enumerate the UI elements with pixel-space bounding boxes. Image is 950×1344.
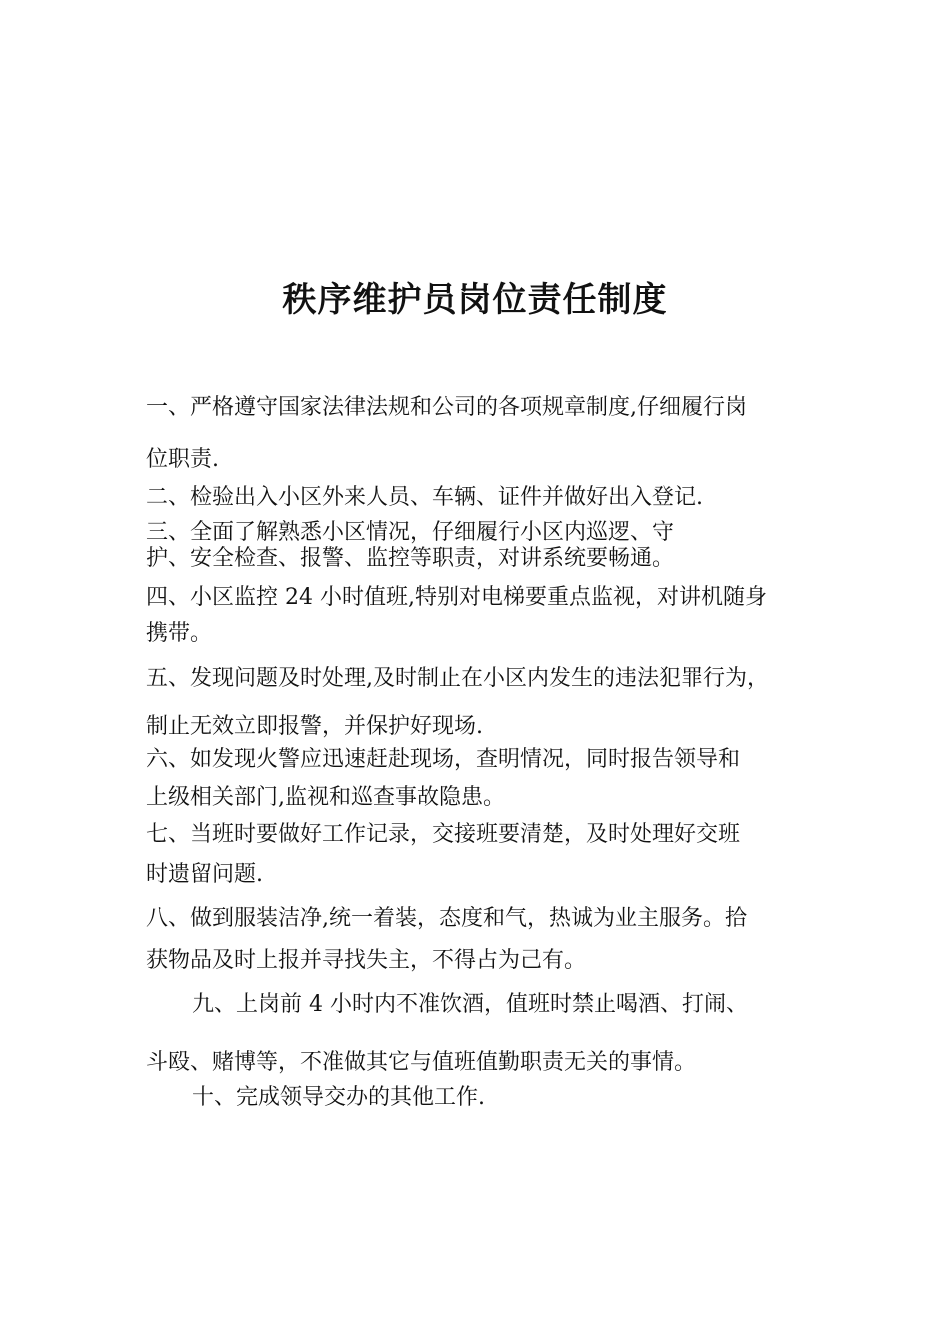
clause-2-line-1: 二、检验出入小区外来人员、车辆、证件并做好出入登记. <box>146 485 703 510</box>
clause-2 <box>146 480 826 516</box>
clause-9 <box>146 976 826 1092</box>
clause-3 <box>146 520 826 572</box>
clause-7 <box>146 815 826 895</box>
clause-5-line-1: 五、发现问题及时处理,及时制止在小区内发生的违法犯罪行为， <box>146 666 769 691</box>
clause-6-line-1: 六、如发现火警应迅速赶赴现场，查明情况，同时报告领导和 <box>146 747 741 772</box>
clause-7-line-2: 时遗留问题. <box>146 862 263 887</box>
clause-8-line-2: 获物品及时上报并寻找失主，不得占为己有。 <box>146 948 587 973</box>
clause-10 <box>146 1080 826 1116</box>
clause-1 <box>146 382 826 486</box>
clause-1-line-2: 位职责. <box>146 447 219 472</box>
clause-5 <box>146 655 826 751</box>
clause-9-line-2: 斗殴、赌博等，不准做其它与值班值勤职责无关的事情。 <box>146 1050 697 1075</box>
clause-5-line-2: 制止无效立即报警，并保护好现场. <box>146 714 483 739</box>
clause-8-line-1: 八、做到服装洁净,统一着装，态度和气，热诚为业主服务。拾 <box>146 906 747 931</box>
clause-4-line-1: 四、小区监控 24 小时值班,特别对电梯要重点监视，对讲机随身 <box>146 585 767 610</box>
clause-9-line-1: 九、上岗前 4 小时内不准饮酒，值班时禁止喝酒、打闹、 <box>192 992 748 1017</box>
clause-4 <box>146 580 826 652</box>
clause-7-line-1: 七、当班时要做好工作记录，交接班要清楚，及时处理好交班 <box>146 822 741 847</box>
clause-3-line-2: 护、安全检查、报警、监控等职责，对讲系统要畅通。 <box>146 546 675 571</box>
clause-4-line-2: 携带。 <box>146 621 213 646</box>
clause-8 <box>146 898 826 982</box>
document-title: 秩序维护员岗位责任制度 <box>282 280 668 320</box>
clause-3-line-1: 三、全面了解熟悉小区情况，仔细履行小区内巡逻、守 <box>146 520 675 545</box>
clause-10-line-1: 十、完成领导交办的其他工作. <box>192 1085 485 1110</box>
clause-6-line-2: 上级相关部门,监视和巡查事故隐患。 <box>146 785 505 810</box>
clause-1-line-1: 一、严格遵守国家法律法规和公司的各项规章制度,仔细履行岗 <box>146 395 747 420</box>
clause-6 <box>146 741 826 817</box>
